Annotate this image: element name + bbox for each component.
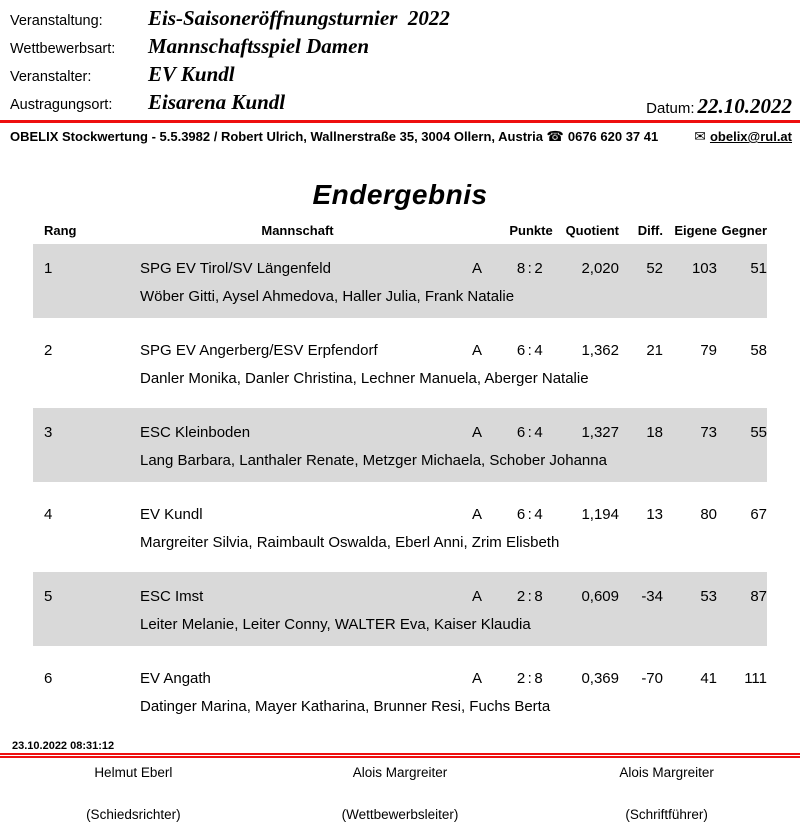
date-block — [646, 94, 792, 119]
signature-role: (Schiedsrichter) — [86, 807, 181, 822]
points-value: 2:8 — [516, 588, 546, 605]
opponent-points-value: 51 — [750, 260, 767, 277]
players-line: Leiter Melanie, Leiter Conny, WALTER Eva, Kaiser Klaudia — [140, 616, 531, 633]
software-info-bar — [0, 123, 800, 151]
opponent-points-value: 87 — [750, 588, 767, 605]
points-value: 6:4 — [516, 342, 546, 359]
diff-value: -34 — [641, 588, 663, 605]
table-row — [33, 326, 767, 400]
opponent-points-value: 58 — [750, 342, 767, 359]
event-row — [10, 6, 792, 34]
software-info-text: OBELIX Stockwertung - 5.5.3982 / Robert Ulrich, Wallnerstraße 35, 3004 Ollern, Austria — [10, 129, 543, 144]
group-letter: A — [471, 424, 482, 441]
rank-value: 5 — [44, 588, 53, 605]
team-result-line — [33, 422, 767, 444]
email-block — [694, 128, 792, 145]
own-points-value: 103 — [691, 260, 717, 277]
competition-type-value: Mannschaftsspiel Damen — [148, 34, 370, 58]
diff-value: 18 — [646, 424, 663, 441]
page-title: Endergebnis — [312, 179, 488, 210]
signature-name: Alois Margreiter — [352, 765, 448, 780]
email-link[interactable]: obelix@rul.at — [709, 129, 792, 144]
diff-value: 21 — [646, 342, 663, 359]
points-value: 2:8 — [516, 670, 546, 687]
team-name: EV Angath — [140, 670, 211, 687]
rank-value: 2 — [44, 342, 53, 359]
col-header-diff: Diff. — [637, 223, 663, 238]
organizer-row — [10, 62, 792, 90]
footer-divider-line — [0, 753, 800, 758]
diff-value: -70 — [641, 670, 663, 687]
players-line: Margreiter Silvia, Raimbault Oswalda, Eberl Anni, Zrim Elisbeth — [140, 534, 560, 551]
organizer-value: EV Kundl — [148, 62, 235, 86]
signature-referee — [0, 765, 267, 822]
table-row — [33, 572, 767, 646]
own-points-value: 79 — [700, 342, 717, 359]
rank-value: 1 — [44, 260, 53, 277]
team-result-line — [33, 258, 767, 280]
table-row — [33, 244, 767, 318]
signature-name: Alois Margreiter — [619, 765, 714, 780]
quotient-value: 1,327 — [581, 424, 619, 441]
group-letter: A — [471, 588, 482, 605]
envelope-icon: ✉ — [694, 128, 706, 144]
col-header-rank: Rang — [44, 223, 77, 238]
points-value: 6:4 — [516, 424, 546, 441]
organizer-label: Veranstalter: — [10, 69, 92, 85]
table-header-row — [33, 223, 767, 244]
own-points-value: 53 — [700, 588, 717, 605]
col-header-quotient: Quotient — [565, 223, 619, 238]
team-name: ESC Kleinboden — [140, 424, 251, 441]
col-header-points: Punkte — [509, 223, 553, 238]
rank-value: 4 — [44, 506, 53, 523]
date-label: Datum: — [646, 100, 695, 117]
quotient-value: 1,194 — [581, 506, 619, 523]
team-name: SPG EV Tirol/SV Längenfeld — [140, 260, 331, 277]
signature-competition-leader — [267, 765, 534, 822]
quotient-value: 0,609 — [581, 588, 619, 605]
players-line: Lang Barbara, Lanthaler Renate, Metzger Michaela, Schober Johanna — [140, 452, 607, 469]
print-timestamp: 23.10.2022 08:31:12 — [12, 740, 115, 752]
opponent-points-value: 55 — [750, 424, 767, 441]
date-value: 22.10.2022 — [697, 94, 792, 118]
col-header-opponent: Gegner — [721, 223, 767, 238]
own-points-value: 41 — [700, 670, 717, 687]
rank-value: 3 — [44, 424, 53, 441]
team-name: EV Kundl — [140, 506, 203, 523]
quotient-value: 0,369 — [581, 670, 619, 687]
opponent-points-value: 67 — [750, 506, 767, 523]
group-letter: A — [471, 260, 482, 277]
table-row — [33, 654, 767, 728]
table-row — [33, 408, 767, 482]
signature-secretary — [533, 765, 800, 822]
report-header — [0, 0, 800, 120]
venue-value: Eisarena Kundl — [148, 90, 286, 114]
team-result-line — [33, 586, 767, 608]
team-result-line — [33, 668, 767, 690]
group-letter: A — [471, 342, 482, 359]
col-header-team: Mannschaft — [261, 223, 334, 238]
diff-value: 13 — [646, 506, 663, 523]
signature-role: (Wettbewerbsleiter) — [341, 807, 459, 822]
points-value: 8:2 — [516, 260, 546, 277]
team-result-line — [33, 340, 767, 362]
team-name: SPG EV Angerberg/ESV Erpfendorf — [140, 342, 378, 359]
rank-value: 6 — [44, 670, 53, 687]
col-header-group — [455, 223, 499, 238]
report-footer — [0, 740, 800, 836]
phone-icon: ☎ — [546, 128, 564, 144]
event-label: Veranstaltung: — [10, 13, 103, 29]
players-line: Danler Monika, Danler Christina, Lechner Manuela, Aberger Natalie — [140, 370, 589, 387]
venue-label: Austragungsort: — [10, 97, 113, 113]
phone-number: 0676 620 37 41 — [567, 129, 659, 144]
phone-block — [546, 128, 658, 145]
quotient-value: 1,362 — [581, 342, 619, 359]
group-letter: A — [471, 670, 482, 687]
col-header-own: Eigene — [674, 223, 717, 238]
players-line: Datinger Marina, Mayer Katharina, Brunner Resi, Fuchs Berta — [140, 698, 551, 715]
results-table — [33, 223, 767, 736]
points-value: 6:4 — [516, 506, 546, 523]
own-points-value: 80 — [700, 506, 717, 523]
team-result-line — [33, 504, 767, 526]
players-line: Wöber Gitti, Aysel Ahmedova, Haller Julia, Frank Natalie — [140, 288, 515, 305]
team-name: ESC Imst — [140, 588, 204, 605]
opponent-points-value: 111 — [744, 670, 767, 687]
competition-type-label: Wettbewerbsart: — [10, 41, 116, 57]
signature-row — [0, 765, 800, 822]
own-points-value: 73 — [700, 424, 717, 441]
signature-role: (Schriftführer) — [625, 807, 708, 822]
signature-name: Helmut Eberl — [94, 765, 173, 780]
table-row — [33, 490, 767, 564]
competition-type-row — [10, 34, 792, 62]
contact-block — [546, 128, 792, 145]
diff-value: 52 — [646, 260, 663, 277]
quotient-value: 2,020 — [581, 260, 619, 277]
group-letter: A — [471, 506, 482, 523]
event-value: Eis-Saisoneröffnungsturnier 2022 — [148, 6, 450, 30]
